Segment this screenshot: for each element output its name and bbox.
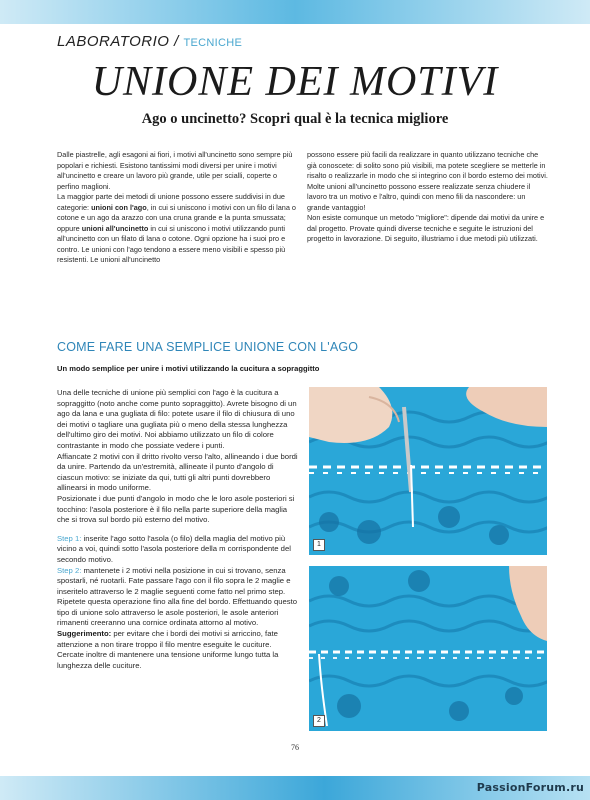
page-number: 76	[291, 743, 299, 752]
top-decorative-bar	[0, 0, 590, 24]
intro-right-column	[307, 150, 549, 245]
tip-label: Suggerimento:	[57, 629, 112, 639]
section-name: LABORATORIO /	[57, 33, 179, 50]
step-1-text: inserite l'ago sotto l'asola (o filo) della maglia del motivo più vicino a voi, quindi sotto l'asola posteriore della m corrispondente del secondo motivo.	[57, 533, 291, 564]
page-title: UNIONE DEI MOTIVI	[91, 59, 499, 105]
howto-lede: Un modo semplice per unire i motivi utilizzando la cucitura a sopraggitto	[57, 364, 320, 373]
photo-number-1: 1	[313, 539, 325, 551]
step-1-label: Step 1:	[57, 533, 82, 543]
photo-number-2: 2	[313, 715, 325, 727]
intro-text: La maggior parte dei metodi di unione possono essere suddivisi in due categorie:	[57, 192, 285, 212]
step-2-text: mantenete i 2 motivi nella posizione in cui si trovano, senza spostarli, né ruotarli. Fate passare l'ago con il filo sopra le 2 maglie e inseritelo attraverso le 2 maglie seguenti come fatto nel primo step. Ripetete questa operazione fino alla fine del bordo. Effettuando questo tipo di unione solo attraverso le asole posteriori, le asole anteriori rimanenti creeranno una cornice ordinata attorno al motivo.	[57, 565, 298, 628]
body-paragraph: Posizionate i due punti d'angolo in modo che le loro asole posteriori si tocchino: l'asola posteriore è il filo nella parte superiore della maglia che si trova sul bordo più esterno del motivo.	[57, 493, 295, 525]
tip	[57, 629, 300, 671]
step-2	[57, 566, 300, 630]
intro-text: , in cui si uniscono i motivi con un filo di lana o cotone e un ago da arazzo con una cruna grande e la punta smussata; oppure	[57, 202, 296, 233]
intro-bold-term: unioni all'uncinetto	[81, 223, 149, 233]
intro-paragraph: Molte unioni all'uncinetto possono essere realizzate senza chiudere il lavoro tra un motivo e l'altro, quindi con meno fili da nascondere: un grande vantaggio!	[307, 181, 531, 212]
howto-heading: COME FARE UNA SEMPLICE UNIONE CON L'AGO	[57, 340, 359, 354]
watermark: PassionForum.ru	[476, 781, 584, 794]
intro-bold-term: unioni con l'ago	[91, 202, 147, 212]
paragraph-gap	[57, 526, 300, 534]
intro-paragraph: Dalle piastrelle, agli esagoni ai fiori, i motivi all'uncinetto sono sempre più popolari e richiesti. Esistono tantissimi modi diversi per unire i motivi all'uncinetto e creare un lavoro più grande, utile per scialli, coperte o perfino maglioni.	[57, 150, 293, 191]
crochet-join-illustration	[309, 566, 547, 731]
step-2-label: Step 2:	[57, 565, 82, 575]
step-1	[57, 534, 300, 566]
page-subtitle: Ago o uncinetto? Scopri qual è la tecnica migliore	[141, 111, 449, 127]
section-label	[57, 33, 242, 50]
crochet-join-illustration	[309, 387, 547, 555]
intro-paragraph: possono essere più facili da realizzare in quanto utilizzano tecniche che già conoscete: di solito sono più visibili, ma potete scegliere se metterle in risalto o realizzarle in modo che si integrino con il bordo esterno dei motivi.	[307, 150, 548, 180]
tip-text: per evitare che i bordi dei motivi si arriccino, fate attenzione a non tirare troppo il filo mentre eseguite le cuciture. Cercate inoltre di mantenere una tensione uniforme lungo tutta la lunghezza delle cuciture.	[57, 629, 279, 670]
body-paragraph: Affiancate 2 motivi con il dritto rivolto verso l'alto, allineando i due bordi da unire. Partendo da un'estremità, allineate il punto d'angolo di ciascun motivo: se iniziate da qui, tutti gli altri punti dovrebbero allinearsi in modo uniforme.	[57, 451, 298, 493]
intro-paragraph: Non esiste comunque un metodo "migliore": dipende dai motivi da unire e dal progetto. Provate quindi diverse tecniche e seguite le istruzioni del progetto in lavorazione. Di seguito, illustriamo i due metodi più utilizzati.	[307, 213, 545, 243]
intro-left-column	[57, 150, 297, 266]
step-2-photo	[309, 566, 547, 731]
howto-body-column	[57, 388, 300, 671]
body-paragraph: Una delle tecniche di unione più semplici con l'ago è la cucitura a sopraggitto (noto anche come punto sopraggitto). Avrete bisogno di un ago da lana e una gugliata di filo: potete usare il filo di chiusura di uno dei motivi o tagliare una gugliata più o meno della stessa lunghezza dell'ultimo giro dei motivi. Noi abbiamo utilizzato un filo di colore contrastante in modo che possiate vedere i punti.	[57, 388, 297, 450]
step-1-photo	[309, 387, 547, 555]
subsection-name: TECNICHE	[183, 37, 243, 49]
intro-text: in cui si uniscono i motivi utilizzando punti all'uncinetto con un filato di lana o cotone. Ogni opzione ha i suoi pro e contro. Le unioni con l'ago tendono a essere meno visibili e spesso più resistenti. Le unioni all'uncinetto	[57, 223, 286, 264]
intro-paragraph	[57, 192, 297, 266]
